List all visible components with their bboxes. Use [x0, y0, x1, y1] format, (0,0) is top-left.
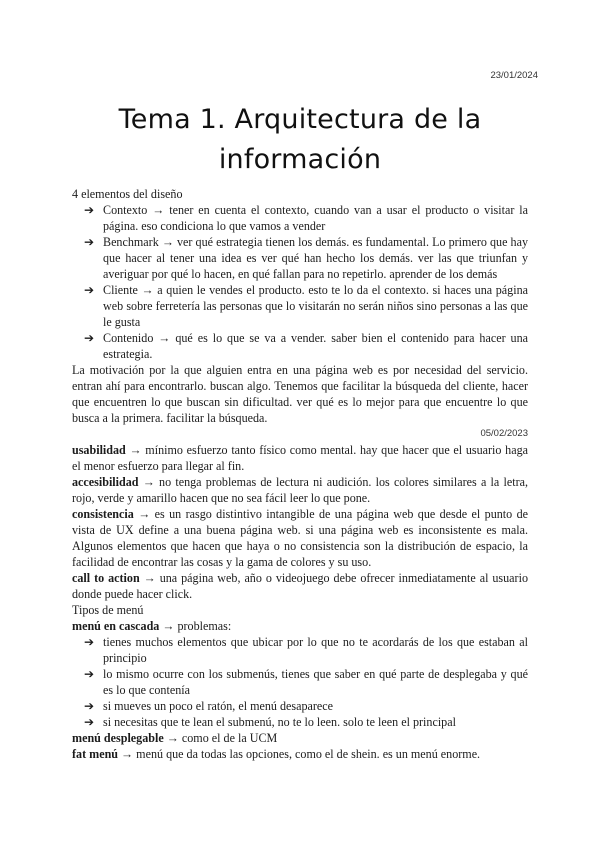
- definition-text: → una página web, año o videojuego debe ofrecer inmediatamente al usuario donde puede hacer click.: [72, 571, 528, 601]
- date-header: 23/01/2024: [490, 70, 538, 81]
- definition-consistencia: [72, 506, 528, 570]
- definition-usabilidad: [72, 442, 528, 474]
- arrow-bullet-icon: ➔: [84, 667, 95, 681]
- definition-text: → es un rasgo distintivo intangible de una página web que desde el punto de vista de UX define a una buena página web. si una página web es inconsistente es mala. Algunos elementos que hacen que haya o no consistencia son la distribución de espacio, la facilidad de encontrar las cosas y la gama de colores y su uso.: [72, 507, 528, 569]
- problem-text: si necesitas que te lean el submenú, no te lo leen. solo te leen el principal: [103, 715, 456, 729]
- list-item: [84, 282, 528, 330]
- title-line-1: Tema 1. Arquitectura de la: [118, 104, 482, 135]
- definition-text: → problemas:: [159, 619, 232, 633]
- arrow-bullet-icon: ➔: [84, 203, 95, 217]
- term-label: consistencia: [72, 507, 134, 521]
- definition-menu-desplegable: [72, 730, 528, 746]
- definition-text: → no tenga problemas de lectura ni audición. los colores similares a la letra, rojo, verde y amarillo hacen que no sea fácil leer lo que pone.: [72, 475, 528, 505]
- definition-text: → como el de la UCM: [163, 731, 278, 745]
- list-item: [84, 714, 528, 730]
- design-elements-list: [72, 202, 528, 362]
- term-label: menú desplegable: [72, 731, 164, 745]
- arrow-bullet-icon: ➔: [84, 331, 95, 345]
- design-element-contexto: Contexto → tener en cuenta el contexto, cuando van a usar el producto o visitar la página. eso condiciona lo que vamos a vender: [103, 203, 528, 233]
- definition-menu-cascada: [72, 618, 528, 634]
- title-line-2: información: [218, 144, 382, 175]
- date-section: 05/02/2023: [480, 428, 528, 439]
- problem-text: lo mismo ocurre con los submenús, tienes que saber en qué parte de desplegaba y qué es lo que contenía: [103, 667, 528, 697]
- term-label: menú en cascada: [72, 619, 160, 633]
- list-item: [84, 634, 528, 666]
- design-element-cliente: Cliente → a quien le vendes el producto. esto te lo da el contexto. si haces una página web sobre ferretería las personas que lo visitarán no serán niños sino personas a las que le gusta: [103, 283, 528, 329]
- list-item: [84, 698, 528, 714]
- term-label: accesibilidad: [72, 475, 139, 489]
- document-body: [72, 186, 528, 762]
- definition-text: → menú que da todas las opciones, como el de shein. es un menú enorme.: [118, 747, 481, 761]
- intro-line: 4 elementos del diseño: [72, 187, 183, 201]
- problem-text: si mueves un poco el ratón, el menú desaparece: [103, 699, 334, 713]
- definition-text: → mínimo esfuerzo tanto físico como mental. hay que hacer que el usuario haga el menor esfuerzo para llegar al fin.: [72, 443, 528, 473]
- list-item: [84, 666, 528, 698]
- page-title: [60, 100, 540, 180]
- list-item: [84, 330, 528, 362]
- problem-text: tienes muchos elementos que ubicar por lo que no te acordarás de los que estaban al principio: [103, 635, 528, 665]
- term-label: usabilidad: [72, 443, 126, 457]
- design-element-contenido: Contenido → qué es lo que se va a vender. saber bien el contenido para hacer una estrategia.: [103, 331, 528, 361]
- menu-types-heading: Tipos de menú: [72, 603, 144, 617]
- list-item: [84, 202, 528, 234]
- cascada-problems-list: [72, 634, 528, 730]
- design-element-benchmark: Benchmark → ver qué estrategia tienen los demás. es fundamental. Lo primero que hay que hacer al tener una idea es ver qué han hecho los demás. ver las que triunfan y averiguar por qué lo hacen, en qué fallan para no repetirlo. aprender de los demás: [103, 235, 528, 281]
- arrow-bullet-icon: ➔: [84, 235, 95, 249]
- motivation-paragraph: La motivación por la que alguien entra en una página web es por necesidad del servicio. entran ahí para encontrarlo. buscan algo. Tenemos que facilitar la búsqueda del cliente, hacer que encuentren lo que buscan sin dificultad. ver qué es lo mejor para que encuentre lo que busca a la primera. facilitar la búsqueda.: [72, 363, 528, 425]
- arrow-bullet-icon: ➔: [84, 283, 95, 297]
- arrow-bullet-icon: ➔: [84, 715, 95, 729]
- term-label: call to action: [72, 571, 140, 585]
- definition-call-to-action: [72, 570, 528, 602]
- term-label: fat menú: [72, 747, 119, 761]
- list-item: [84, 234, 528, 282]
- arrow-bullet-icon: ➔: [84, 635, 95, 649]
- definition-accesibilidad: [72, 474, 528, 506]
- definition-fat-menu: [72, 746, 528, 762]
- arrow-bullet-icon: ➔: [84, 699, 95, 713]
